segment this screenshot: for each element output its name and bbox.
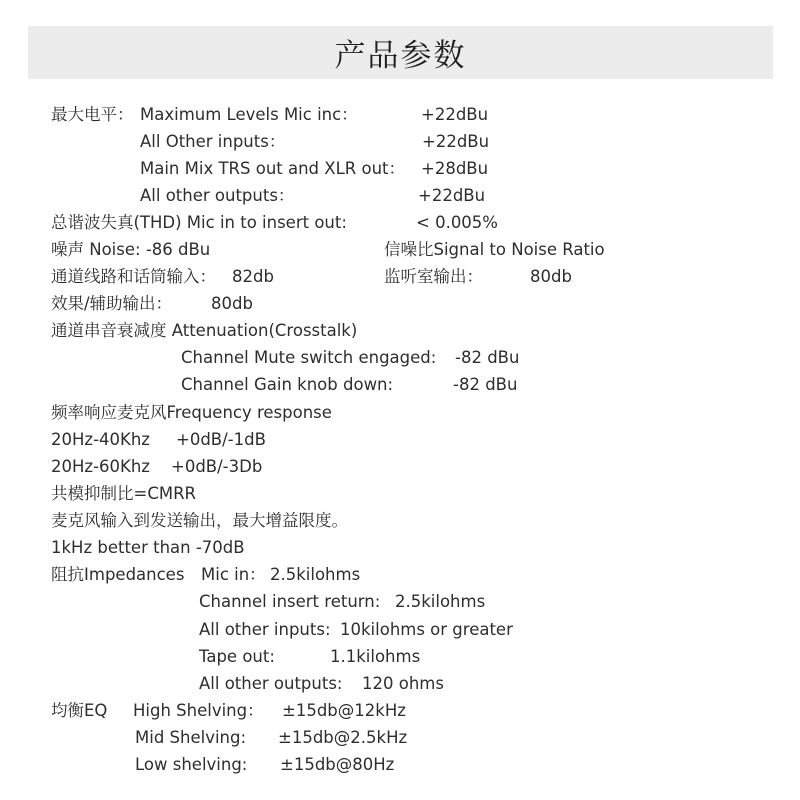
page-title: 产品参数 <box>334 38 467 74</box>
crosstalk-label: 通道串音衰减度 Attenuation(Crosstalk) <box>51 321 358 340</box>
freq-response-label: 频率响应麦克风Frequency response <box>51 403 332 422</box>
spec-row-name: Channel insert return: <box>199 592 381 611</box>
cmrr-label: 共模抑制比=CMRR <box>51 484 197 503</box>
spec-row-name: High Shelving： <box>133 701 264 720</box>
spec-row-value: 2.5kilohms <box>395 592 486 611</box>
spec-row-value: +22dBu <box>418 186 486 205</box>
channel-input-label: 通道线路和话筒输入： <box>51 267 216 286</box>
channel-input-value: 82db <box>232 267 274 286</box>
monitor-output-value: 80db <box>530 267 572 286</box>
spec-row-name: All other inputs: <box>199 620 331 639</box>
spec-row-value: +22dBu <box>422 132 490 151</box>
effects-output-value: 80db <box>211 294 253 313</box>
snr-label: 信噪比Signal to Noise Ratio <box>384 240 605 259</box>
spec-row-name: All Other inputs： <box>140 132 286 151</box>
spec-row-name: Tape out: <box>199 647 275 666</box>
title-bar <box>28 26 773 79</box>
freq-range: 20Hz-60Khz <box>51 457 150 476</box>
spec-row-name: All other outputs: <box>199 674 343 693</box>
spec-row-value: ±15db@80Hz <box>280 755 395 774</box>
spec-row-value: +28dBu <box>421 159 489 178</box>
spec-row-value: 120 ohms <box>362 674 444 693</box>
spec-row-value: -82 dBu <box>453 375 518 394</box>
eq-label: 均衡EQ <box>51 701 108 720</box>
spec-row-name: Mic in： <box>201 565 266 584</box>
effects-output-label: 效果/辅助输出： <box>51 294 173 313</box>
spec-row-value: 10kilohms or greater <box>340 620 513 639</box>
impedance-label: 阻抗Impedances <box>51 565 185 584</box>
freq-value: +0dB/-3Db <box>171 457 263 476</box>
spec-row-value: 2.5kilohms <box>270 565 361 584</box>
cmrr-value: 1kHz better than -70dB <box>51 538 245 557</box>
spec-row-name: Low shelving: <box>135 755 248 774</box>
cmrr-desc: 麦克风输入到发送输出，最大增益限度。 <box>51 511 348 530</box>
spec-row-value: ±15db@2.5kHz <box>278 728 408 747</box>
spec-row-name: Maximum Levels Mic inc： <box>140 105 358 124</box>
thd-label: 总谐波失真(THD) Mic in to insert out: <box>51 213 347 232</box>
freq-range: 20Hz-40Khz <box>51 430 150 449</box>
spec-row-value: ±15db@12kHz <box>282 701 406 720</box>
spec-row-name: Mid Shelving: <box>135 728 247 747</box>
monitor-output-label: 监听室输出： <box>384 267 483 286</box>
freq-value: +0dB/-1dB <box>176 430 266 449</box>
max-level-label: 最大电平： <box>51 105 134 124</box>
spec-row-value: +22dBu <box>421 105 489 124</box>
noise-label: 噪声 Noise: -86 dBu <box>51 240 211 259</box>
spec-row-value: 1.1kilohms <box>330 647 421 666</box>
spec-row-name: Channel Gain knob down: <box>181 375 394 394</box>
thd-value: < 0.005% <box>416 213 498 232</box>
spec-row-name: All other outputs： <box>140 186 295 205</box>
spec-row-value: -82 dBu <box>455 348 520 367</box>
spec-row-name: Channel Mute switch engaged: <box>181 348 437 367</box>
spec-row-name: Main Mix TRS out and XLR out： <box>140 159 406 178</box>
